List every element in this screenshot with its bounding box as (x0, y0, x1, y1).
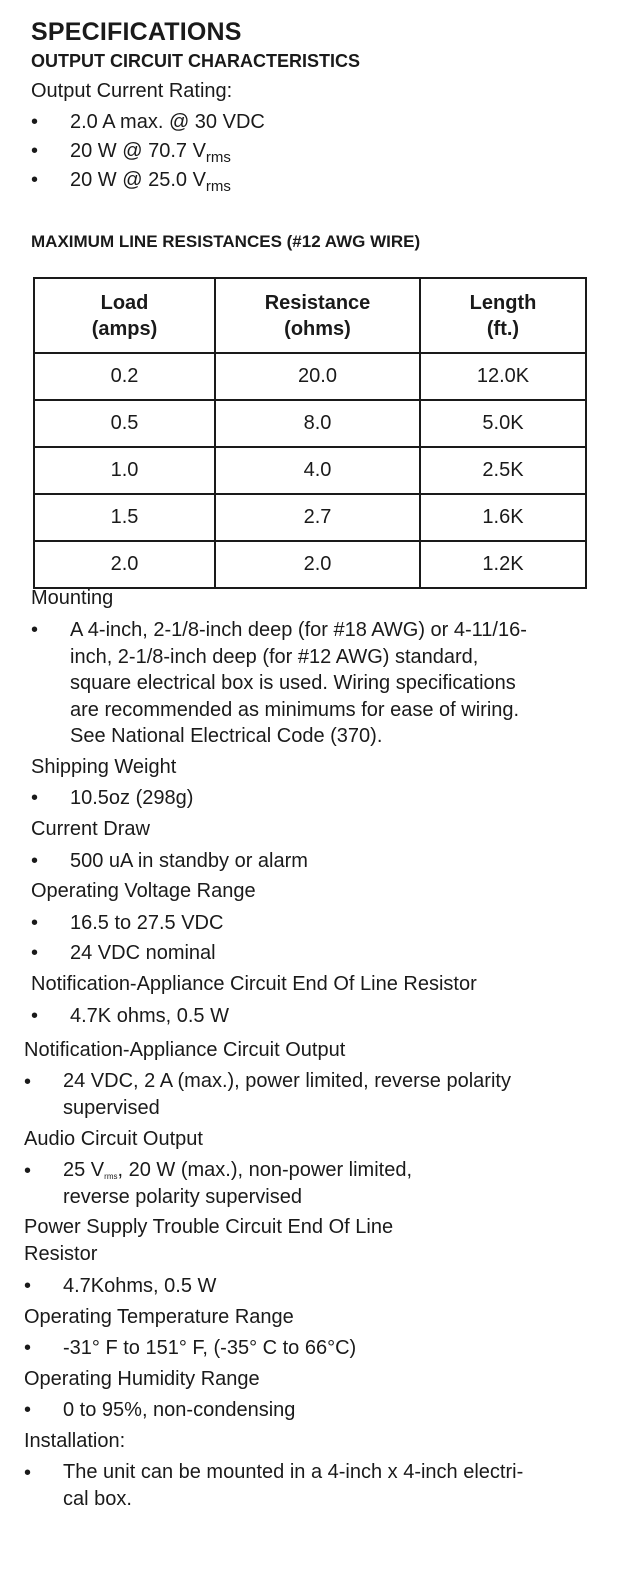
mounting-text: A 4-inch, 2-1/8-inch deep (for #18 AWG) or 4-11/16- inch, 2-1/8-inch deep (for #12 AWG) standard, square electrical box is used. Wiring specifications are recommended as minimums for ease of wiring. See National Electrical Code (370). (70, 619, 527, 747)
table-row (34, 541, 586, 588)
output-current-item: 20 W @ 25.0 $V_{rms}$ (70, 169, 231, 195)
bullet: • (24, 1337, 32, 1359)
output-current-item: 20 W @ 70.7 $V_{rms}$ (70, 140, 231, 166)
cell-load: 1.5 (34, 494, 215, 541)
bullet: • (31, 1005, 39, 1027)
shipping-weight-label: Shipping Weight (31, 756, 177, 778)
bullet: • (24, 1399, 32, 1421)
table-heading: MAXIMUM LINE RESISTANCES (#12 AWG WIRE) (31, 232, 421, 251)
page-title: SPECIFICATIONS (31, 18, 242, 46)
table-header-row (34, 278, 586, 353)
section-heading: OUTPUT CIRCUIT CHARACTERISTICS (31, 51, 360, 71)
nac-output-label: Notification-Appliance Circuit Output (24, 1039, 346, 1061)
cell-length: 2.5K (420, 447, 586, 494)
operating-humidity-label: Operating Humidity Range (24, 1368, 260, 1390)
nac-output-text: 24 VDC, 2 A (max.), power limited, reverse polarity supervised (63, 1070, 511, 1119)
output-current-item: 2.0 A max. @ 30 VDC (70, 111, 265, 133)
installation-label: Installation: (24, 1430, 126, 1452)
operating-voltage-value: 24 VDC nominal (70, 942, 216, 964)
bullet: • (31, 619, 39, 641)
bullet: • (24, 1071, 32, 1093)
operating-temp-value: -31° F to 151° F, (-35° C to 66°C) (63, 1337, 357, 1359)
cell-load: 2.0 (34, 541, 215, 588)
col-header-load: Load (amps) (34, 278, 215, 353)
ps-trouble-label: Power Supply Trouble Circuit End Of Line Resistor (24, 1216, 394, 1265)
mounting-label: Mounting (31, 587, 114, 609)
operating-temp-label: Operating Temperature Range (24, 1306, 294, 1328)
operating-voltage-label: Operating Voltage Range (31, 880, 256, 902)
cell-length: 1.6K (420, 494, 586, 541)
col-header-length: Length (ft.) (420, 278, 586, 353)
bullet: • (31, 942, 39, 964)
table-row (34, 353, 586, 400)
cell-resistance: 2.0 (215, 541, 420, 588)
bullet: • (31, 140, 39, 162)
cell-length: 1.2K (420, 541, 586, 588)
cell-length: 5.0K (420, 400, 586, 447)
col-header-resistance: Resistance (ohms) (215, 278, 420, 353)
cell-load: 0.2 (34, 353, 215, 400)
bullet: • (31, 169, 39, 191)
nac-eol-label: Notification-Appliance Circuit End Of Line Resistor (31, 973, 477, 995)
bullet: • (24, 1462, 32, 1484)
bullet: • (31, 111, 39, 133)
cell-load: 0.5 (34, 400, 215, 447)
table-row (34, 447, 586, 494)
bullet: • (24, 1160, 32, 1182)
current-draw-value: 500 uA in standby or alarm (70, 850, 308, 872)
audio-output-label: Audio Circuit Output (24, 1128, 203, 1150)
table-row (34, 400, 586, 447)
current-draw-label: Current Draw (31, 818, 150, 840)
cell-resistance: 2.7 (215, 494, 420, 541)
line-resistance-table (33, 277, 587, 589)
operating-voltage-value: 16.5 to 27.5 VDC (70, 912, 224, 934)
shipping-weight-value: 10.5oz (298g) (70, 787, 194, 809)
operating-humidity-value: 0 to 95%, non-condensing (63, 1399, 296, 1421)
cell-resistance: 8.0 (215, 400, 420, 447)
ps-trouble-value: 4.7Kohms, 0.5 W (63, 1275, 217, 1297)
cell-resistance: 4.0 (215, 447, 420, 494)
cell-resistance: 20.0 (215, 353, 420, 400)
installation-text: The unit can be mounted in a 4-inch x 4-inch electri- cal box. (63, 1461, 524, 1510)
audio-output-text: 25 $V_{rms}$, 20 W (max.), non-power limited, reverse polarity supervised (63, 1159, 413, 1208)
table-row (34, 494, 586, 541)
nac-eol-value: 4.7K ohms, 0.5 W (70, 1005, 229, 1027)
cell-length: 12.0K (420, 353, 586, 400)
bullet: • (24, 1275, 32, 1297)
bullet: • (31, 850, 39, 872)
bullet: • (31, 912, 39, 934)
bullet: • (31, 787, 39, 809)
cell-load: 1.0 (34, 447, 215, 494)
output-current-label: Output Current Rating: (31, 80, 233, 102)
